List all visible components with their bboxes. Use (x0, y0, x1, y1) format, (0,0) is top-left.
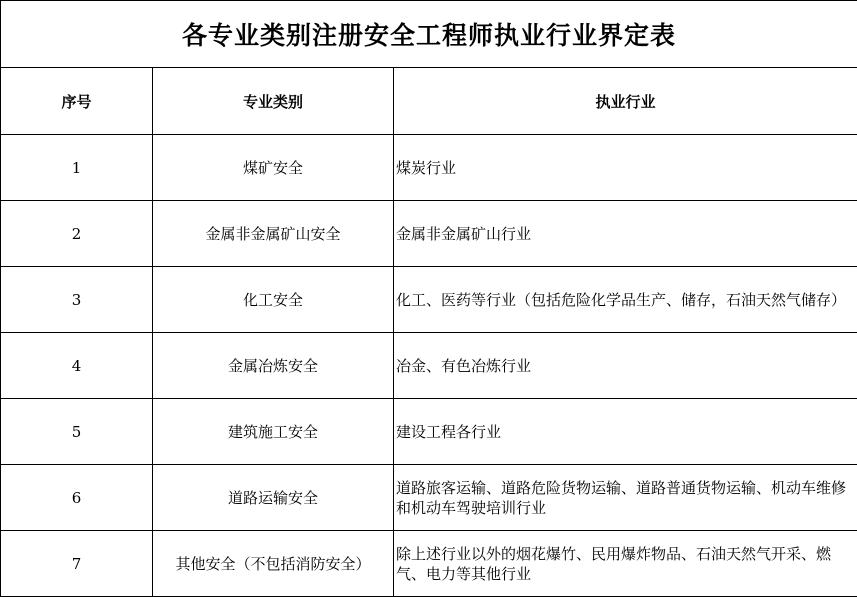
table-row (1, 399, 857, 465)
header-no: 序号 (1, 68, 153, 135)
row-industry: 道路旅客运输、道路危险货物运输、道路普通货物运输、机动车维修和机动车驾驶培训行业 (394, 465, 857, 531)
row-category: 化工安全 (153, 267, 394, 333)
title-row (1, 1, 857, 68)
row-industry: 冶金、有色冶炼行业 (394, 333, 857, 399)
table-row (1, 135, 857, 201)
header-industry: 执业行业 (394, 68, 857, 135)
header-row (1, 68, 857, 135)
row-category: 煤矿安全 (153, 135, 394, 201)
row-category: 其他安全（不包括消防安全） (153, 531, 394, 597)
row-number: 7 (1, 531, 153, 597)
table-row (1, 267, 857, 333)
table-row (1, 531, 857, 597)
header-category: 专业类别 (153, 68, 394, 135)
row-industry: 化工、医药等行业（包括危险化学品生产、储存，石油天然气储存） (394, 267, 857, 333)
table-title: 各专业类别注册安全工程师执业行业界定表 (1, 1, 857, 68)
row-industry: 除上述行业以外的烟花爆竹、民用爆炸物品、石油天然气开采、燃气、电力等其他行业 (394, 531, 857, 597)
row-number: 5 (1, 399, 153, 465)
row-category: 道路运输安全 (153, 465, 394, 531)
table-row (1, 201, 857, 267)
row-number: 1 (1, 135, 153, 201)
row-category: 建筑施工安全 (153, 399, 394, 465)
table-row (1, 333, 857, 399)
row-number: 2 (1, 201, 153, 267)
table-row (1, 465, 857, 531)
row-category: 金属冶炼安全 (153, 333, 394, 399)
row-number: 4 (1, 333, 153, 399)
row-number: 6 (1, 465, 153, 531)
row-industry: 建设工程各行业 (394, 399, 857, 465)
row-category: 金属非金属矿山安全 (153, 201, 394, 267)
row-number: 3 (1, 267, 153, 333)
row-industry: 煤炭行业 (394, 135, 857, 201)
row-industry: 金属非金属矿山行业 (394, 201, 857, 267)
